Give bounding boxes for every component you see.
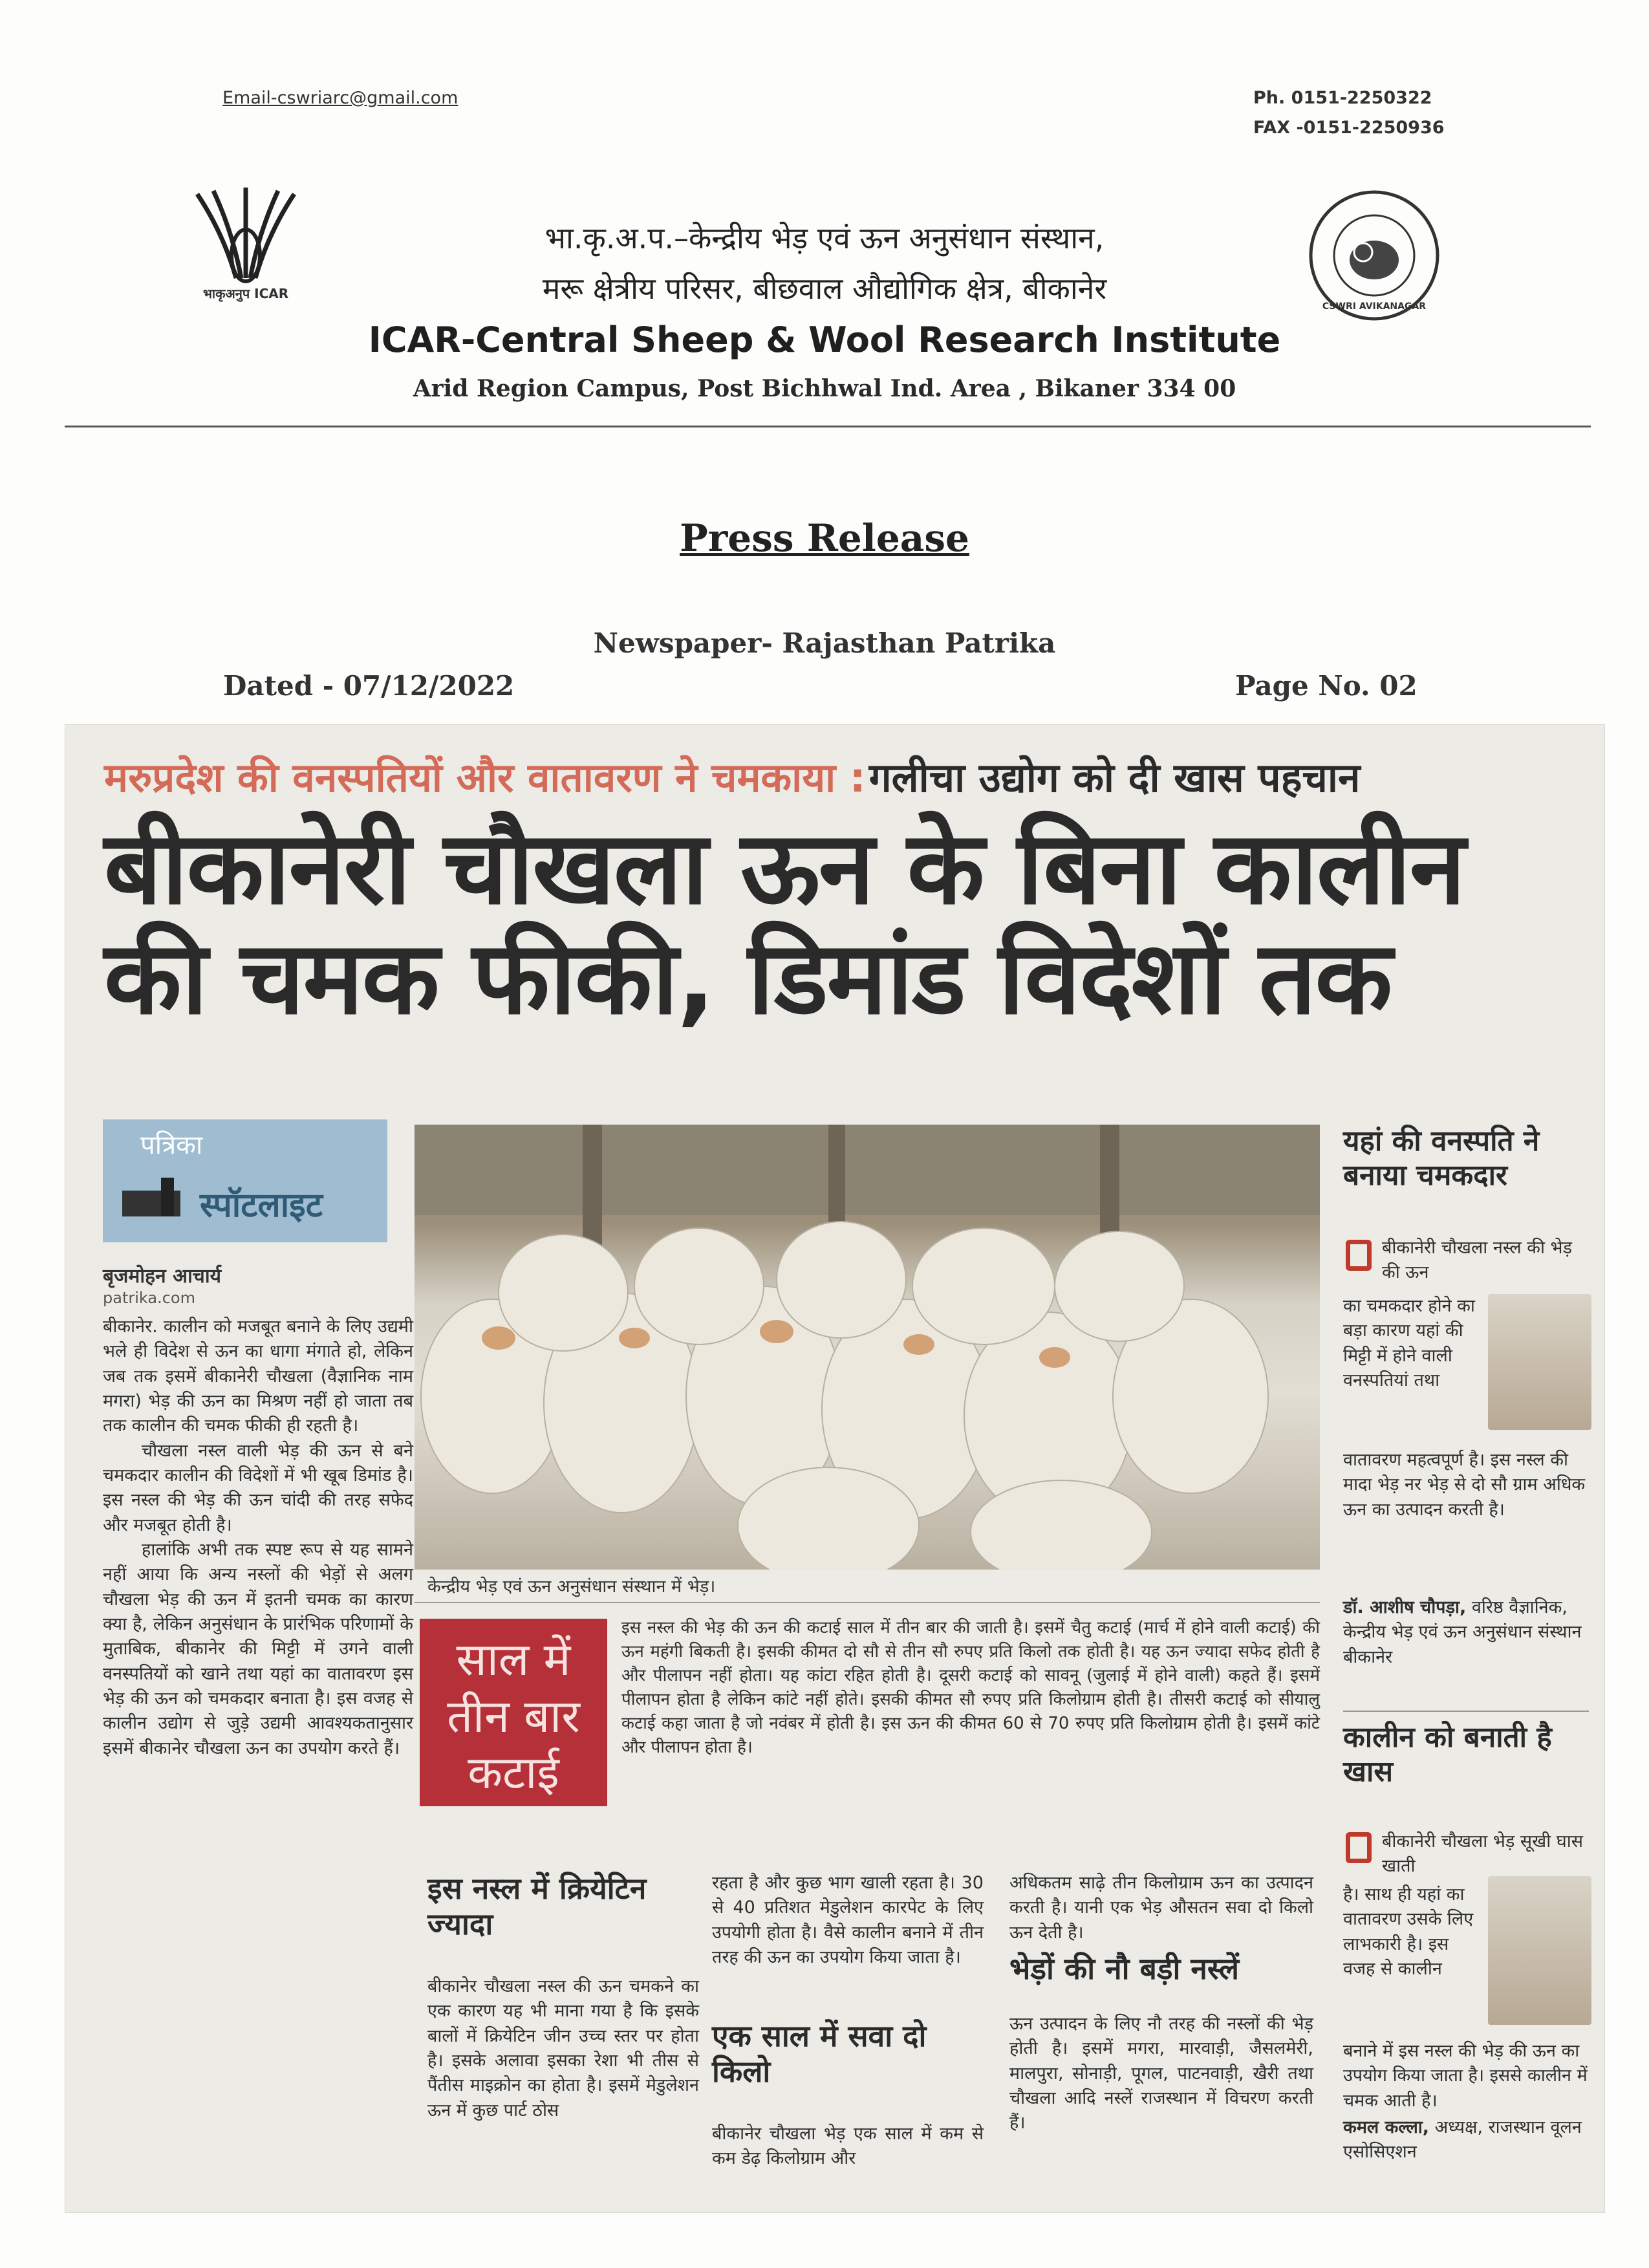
side-quote-2-text-b: है। साथ ही यहां का वातावरण उसके लिए लाभकारी है। इस वजह से कालीन — [1343, 1885, 1474, 1979]
wheat-sheaf-logo-icon — [184, 188, 307, 323]
column-1-text — [103, 1315, 413, 1761]
headline-line-2: की चमक फीकी, डिमांड विदेशों तक — [104, 919, 1392, 1037]
icar-logo — [184, 188, 307, 323]
press-release-title: Press Release — [680, 516, 969, 560]
institute-name-hindi-1: भा.कृ.अ.प.–केन्द्रीय भेड़ एवं ऊन अनुसंधान संस्थान, — [544, 221, 1105, 255]
headline-line-1: बीकानेरी चौखला ऊन के बिना कालीन — [104, 809, 1465, 927]
quote-marker-icon-2 — [1346, 1832, 1372, 1863]
spotlight-bottom: स्पॉटलाइट — [200, 1186, 323, 1225]
side-quote-2-credit-role: अध्यक्ष, राजस्थान वूलन एसोसिएशन — [1343, 2117, 1582, 2163]
three-cuts-box: साल में तीन बार कटाई — [420, 1619, 607, 1806]
caption-divider — [415, 1602, 1320, 1603]
sidebar-divider — [1343, 1711, 1589, 1712]
side-quote-2-credit — [1343, 2115, 1589, 2165]
newspaper-clipping — [65, 724, 1605, 2213]
side-quote-1-credit — [1343, 1595, 1589, 1670]
kicker-line — [104, 750, 1360, 804]
side-quote-2-heading: कालीन को बनाती है खास — [1343, 1721, 1552, 1788]
side-quote-1-text-b: का चमकदार होने का बड़ा कारण यहां की मिट्टी में होने वाली वनस्पतियां तथा — [1343, 1296, 1475, 1390]
header-divider — [65, 426, 1591, 427]
byline-author: बृजमोहन आचार्य — [103, 1265, 222, 1288]
institute-name-hindi-2: मरू क्षेत्रीय परिसर, बीछवाल औद्योगिक क्षेत्र, बीकानेर — [542, 271, 1107, 306]
photo-caption: केन्द्रीय भेड़ एवं ऊन अनुसंधान संस्थान में भेड़। — [427, 1577, 716, 1597]
side-quote-1-credit-name: डॉ. आशीष चौपड़ा, — [1343, 1597, 1467, 1617]
side-quote-2-text-a: बीकानेरी चौखला भेड़ सूखी घास खाती — [1382, 1831, 1583, 1877]
medullation-text: रहता है और कुछ भाग खाली रहता है। 30 से 40 प्रतिशत मेडुलेशन कारपेट के लिए उपयोगी होता है। वैसे कालीन बनाने में तीन तरह की ऊन का उपयोग किया जाता है। — [712, 1873, 984, 1967]
creatine-text: बीकानेर चौखला नस्ल की ऊन चमकने का एक कारण यह भी माना गया है कि इसके बालों में क्रियेटिन जीन उच्च स्तर पर होता है। इसके अलावा इसका रेशा भी तीस से पैंतीस माइक्रोन का होता है। इसमें मेडुलेशन ऊन में कुछ पार्ट ठोस — [427, 1976, 699, 2121]
avatar-kamal-kalla — [1488, 1876, 1591, 2025]
flashlight-icon — [116, 1165, 187, 1229]
phone-text: Ph. 0151-2250322 — [1253, 88, 1432, 108]
yearly-yield-text: बीकानेर चौखला भेड़ एक साल में कम से कम डेढ़ किलोग्राम और — [712, 2124, 984, 2169]
spotlight-badge — [103, 1119, 387, 1242]
column-1-para-2: चौखला नस्ल वाली भेड़ की ऊन से बने चमकदार कालीन की विदेशों में भी खूब डिमांड है। इस नस्ल की भेड़ की ऊन चांदी की तरह सफेद और मजबूत होती है। — [103, 1440, 413, 1535]
page-number: Page No. 02 — [1235, 670, 1417, 702]
yearly-yield-subhead: एक साल में सवा दो किलो — [712, 2018, 927, 2090]
three-cuts-text: इस नस्ल की भेड़ की ऊन की कटाई साल में तीन बार की जाती है। इसमें चैतु कटाई (मार्च में होने वाली कटाई) की ऊन महंगी बिकती है। इसकी कीमत दो सौ से तीन सौ रुपए प्रति किलो तक होती है। यह ऊन ज्यादा सफेद होती है और पीलापन नहीं होता। यह कांटा रहित होती है। दूसरी कटाई को सावनू (जुलाई में होने वाली) कहते हैं। इसमें पीलापन होता है लेकिन कांटे नहीं होते। इसकी कीमत सौ रुपए प्रति किलोग्राम होती है। तीसरी कटाई को सीयालु कटाई कहा जाता है जो नवंबर में होती है। इस ऊन की कीमत 60 से 70 रुपए प्रति किलोग्राम होती है। इसमें कांटे और पीलापन होता है। — [621, 1618, 1320, 1757]
side-quote-1-text-c: वातावरण महत्वपूर्ण है। इस नस्ल की मादा भेड़ नर भेड़ से दो सौ ग्राम अधिक ऊन का उत्पादन करती है। — [1343, 1450, 1586, 1520]
side-quote-1-text-a: बीकानेरी चौखला नस्ल की भेड़ की ऊन — [1382, 1238, 1572, 1283]
column-1-para-1: बीकानेर. कालीन को मजबूत बनाने के लिए उद्यमी भले ही विदेश से ऊन का धागा मंगाते हो, लेकिन जब तक इसमें बीकानेरी चौखला (वैज्ञानिक नाम मगरा) भेड़ की ऊन का मिश्रण नहीं हो जाता तब तक कालीन की चमक फीकी ही रहती है। — [103, 1317, 413, 1436]
side-quote-1-credit-role: वरिष्ठ वैज्ञानिक, केन्द्रीय भेड़ एवं ऊन अनुसंधान संस्थान बीकानेर — [1343, 1597, 1582, 1667]
byline-site: patrika.com — [103, 1289, 195, 1307]
side-quote-1-heading: यहां की वनस्पति ने बनाया चमकदार — [1343, 1125, 1540, 1192]
dated-text: Dated - 07/12/2022 — [223, 670, 515, 702]
kicker-red: मरुप्रदेश की वनस्पतियों और वातावरण ने चमकाया : — [104, 754, 866, 801]
avatar-ashish-chopra — [1488, 1294, 1591, 1430]
institute-address: Arid Region Campus, Post Bichhwal Ind. Area , Bikaner 334 00 — [413, 375, 1236, 402]
spotlight-top: पत्रिका — [140, 1130, 203, 1160]
side-quote-2-credit-name: कमल कल्ला, — [1343, 2117, 1430, 2137]
seal-text: CSWRI AVIKANAGAR — [1322, 301, 1427, 312]
email-text: Email-cswriarc@gmail.com — [222, 88, 458, 108]
sheep-photo — [415, 1125, 1320, 1570]
cswri-seal — [1306, 188, 1442, 323]
kicker-black: गलीचा उद्योग को दी खास पहचान — [868, 754, 1361, 801]
column-1-para-3: हालांकि अभी तक स्पष्ट रूप से यह सामने नहीं आया कि अन्य नस्लों की भेड़ों से अलग चौखला भेड़ की ऊन में इतनी चमक का कारण क्या है, लेकिन अनुसंधान के प्रारंभिक परिणामों के मुताबिक, बीकानेर की मिट्टी में उगने वाली वनस्पतियों को खाने तथा यहां का वातावरण इस भेड़ की ऊन को चमकदार बनाता है। इस वजह से कालीन उद्योग से जुड़े उद्यमी आवश्यकतानुसार इसमें बीकानेर चौखला ऊन का उपयोग करते हैं। — [103, 1539, 413, 1758]
max-yield-text: अधिकतम साढ़े तीन किलोग्राम ऊन का उत्पादन करती है। यानी एक भेड़ औसतन सवा दो किलो ऊन देती है। — [1009, 1873, 1313, 1943]
nine-breeds-subhead: भेड़ों की नौ बड़ी नस्लें — [1009, 1951, 1240, 1986]
fax-text: FAX -0151-2250936 — [1253, 118, 1445, 138]
creatine-subhead: इस नस्ल में क्रियेटिन ज्यादा — [427, 1871, 647, 1942]
icar-logo-text: भाकृअनुप ICAR — [202, 286, 289, 301]
nine-breeds-text: ऊन उत्पादन के लिए नौ तरह की नस्लों की भेड़ होती है। इसमें मगरा, मारवाड़ी, जैसलमेरी, मालपुरा, सोनाड़ी, पूगल, पाटनवाड़ी, खैरी तथा चौखला आदि नस्लें राजस्थान में विचरण करती हैं। — [1009, 2014, 1313, 2133]
side-quote-2-text-c: बनाने में इस नस्ल की भेड़ की ऊन का उपयोग किया जाता है। इससे कालीन में चमक आती है। — [1343, 2041, 1588, 2111]
newspaper-name: Newspaper- Rajasthan Patrika — [593, 627, 1056, 659]
sheep-flock-illustration — [415, 1125, 1320, 1570]
quote-marker-icon — [1346, 1240, 1372, 1271]
institute-name-english: ICAR-Central Sheep & Wool Research Institute — [368, 319, 1281, 360]
